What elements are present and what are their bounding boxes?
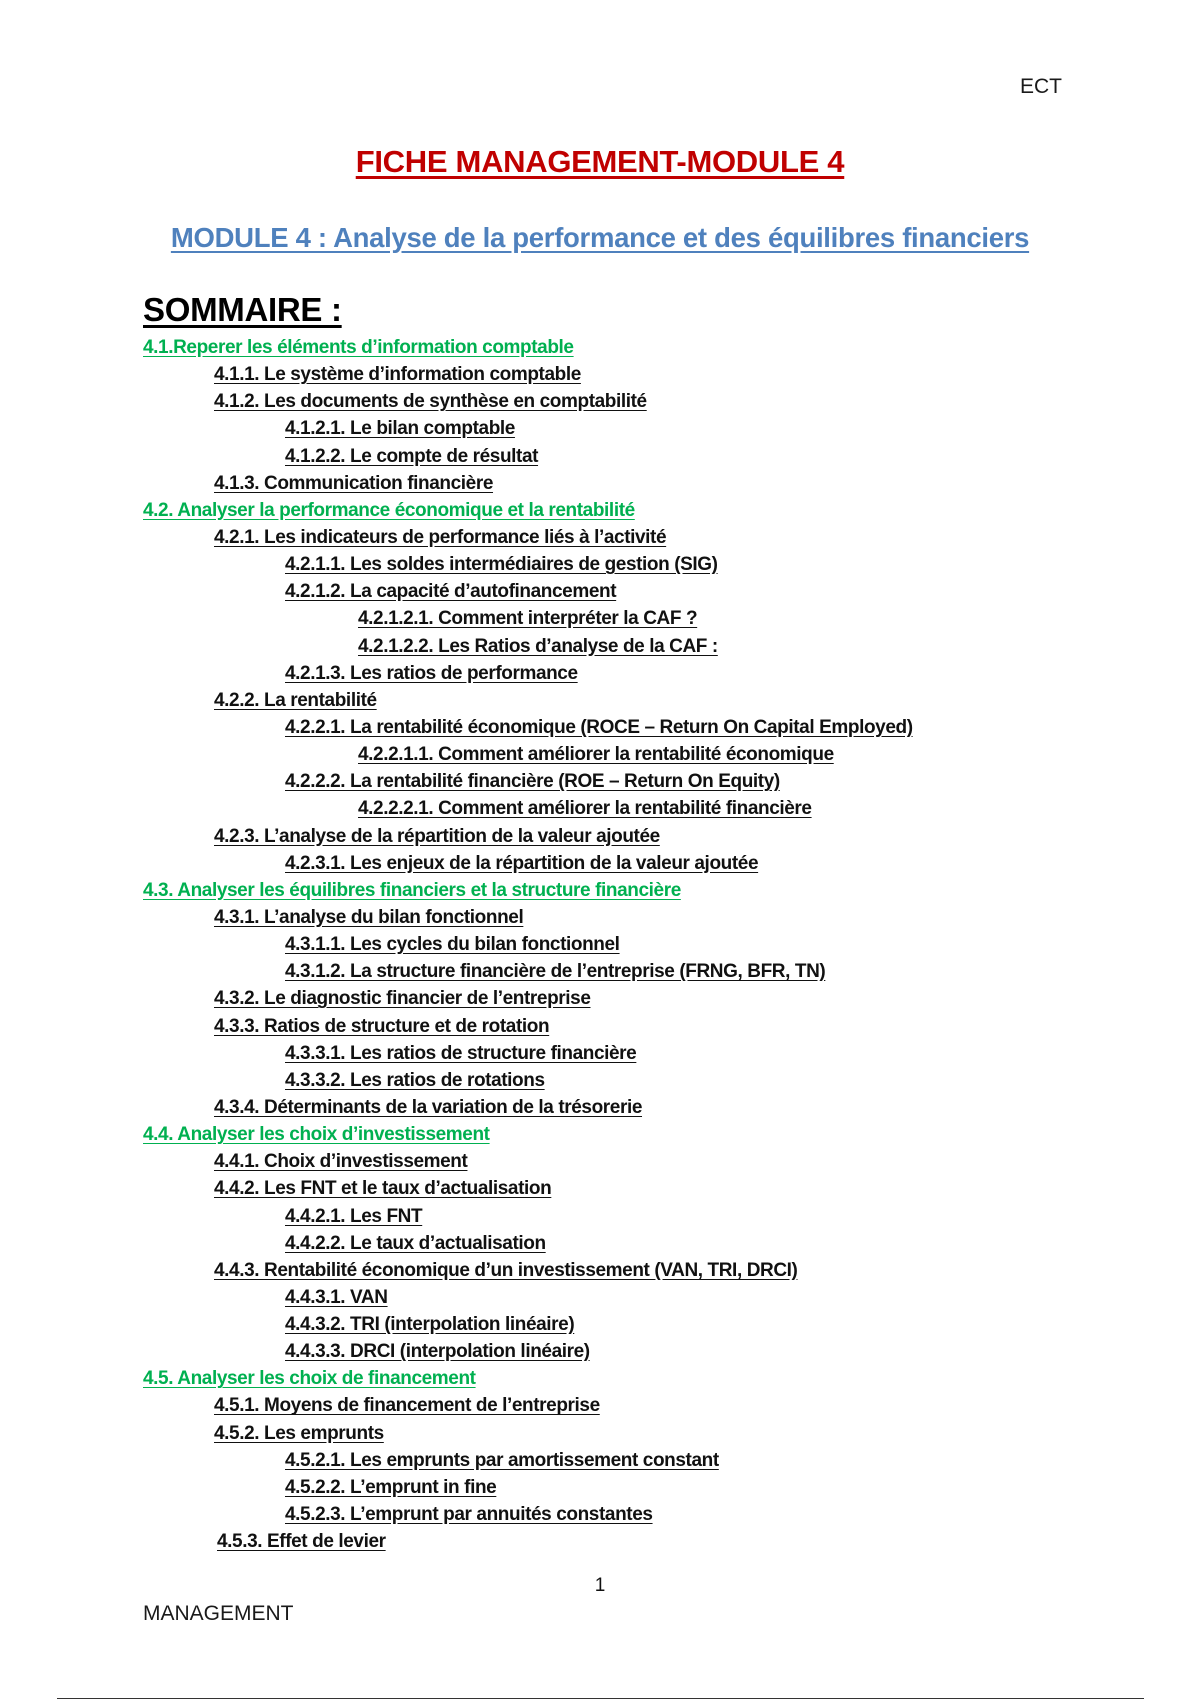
- toc-entry-level-3[interactable]: 4.5.2.3. L’emprunt par annuités constantes: [285, 1504, 653, 1526]
- toc-entry-level-2[interactable]: 4.1.1. Le système d’information comptable: [214, 364, 581, 386]
- toc-entry-level-4[interactable]: 4.2.1.2.2. Les Ratios d’analyse de la CAF :: [358, 635, 718, 657]
- toc-entry-level-2[interactable]: 4.5.3. Effet de levier: [217, 1531, 386, 1553]
- toc-entry-level-3[interactable]: 4.1.2.1. Le bilan comptable: [285, 418, 515, 440]
- toc-entry-level-2[interactable]: 4.3.4. Déterminants de la variation de la trésorerie: [214, 1096, 643, 1118]
- toc-entry-level-2[interactable]: 4.1.3. Communication financière: [214, 472, 494, 494]
- toc-entry-level-3[interactable]: 4.4.2.2. Le taux d’actualisation: [285, 1232, 546, 1254]
- toc-entry-level-1[interactable]: 4.5. Analyser les choix de financement: [143, 1368, 476, 1390]
- header-label: ECT: [1020, 75, 1062, 98]
- toc-entry-level-2[interactable]: 4.3.2. Le diagnostic financier de l’entreprise: [214, 988, 591, 1010]
- toc-entry-level-3[interactable]: 4.3.1.2. La structure financière de l’entreprise (FRNG, BFR, TN): [285, 961, 826, 983]
- toc-entry-level-2[interactable]: 4.4.1. Choix d’investissement: [214, 1151, 468, 1173]
- toc-entry-level-3[interactable]: 4.3.3.2. Les ratios de rotations: [285, 1069, 545, 1091]
- toc-entry-level-2[interactable]: 4.3.3. Ratios de structure et de rotation: [214, 1015, 550, 1037]
- footer-divider: [57, 1698, 1144, 1699]
- sommaire-heading: SOMMAIRE :: [143, 291, 342, 328]
- toc-entry-level-3[interactable]: 4.2.1.3. Les ratios de performance: [285, 662, 578, 684]
- page-title: FICHE MANAGEMENT-MODULE 4: [355, 144, 845, 179]
- toc-entry-level-3[interactable]: 4.4.2.1. Les FNT: [285, 1205, 423, 1227]
- toc-entry-level-2[interactable]: 4.4.3. Rentabilité économique d’un investissement (VAN, TRI, DRCI): [214, 1259, 798, 1281]
- toc-entry-level-2[interactable]: 4.5.2. Les emprunts: [214, 1422, 384, 1444]
- toc-entry-level-3[interactable]: 4.3.1.1. Les cycles du bilan fonctionnel: [285, 934, 620, 956]
- page-number: 1: [594, 1575, 606, 1596]
- toc-entry-level-2[interactable]: 4.2.2. La rentabilité: [214, 689, 377, 711]
- footer-label: MANAGEMENT: [143, 1602, 294, 1625]
- toc-entry-level-3[interactable]: 4.3.3.1. Les ratios de structure financière: [285, 1042, 637, 1064]
- toc-entry-level-1[interactable]: 4.2. Analyser la performance économique et la rentabilité: [143, 499, 635, 521]
- toc-entry-level-2[interactable]: 4.2.3. L’analyse de la répartition de la valeur ajoutée: [214, 825, 660, 847]
- toc-entry-level-2[interactable]: 4.3.1. L’analyse du bilan fonctionnel: [214, 906, 524, 928]
- toc-entry-level-1[interactable]: 4.3. Analyser les équilibres financiers et la structure financière: [143, 879, 681, 901]
- toc-entry-level-3[interactable]: 4.5.2.1. Les emprunts par amortissement constant: [285, 1449, 719, 1471]
- module-subtitle: MODULE 4 : Analyse de la performance et des équilibres financiers: [170, 222, 1030, 253]
- toc-entry-level-3[interactable]: 4.4.3.1. VAN: [285, 1286, 388, 1308]
- table-of-contents: [0, 334, 1200, 1555]
- toc-entry-level-2[interactable]: 4.4.2. Les FNT et le taux d’actualisation: [214, 1178, 552, 1200]
- toc-entry-level-3[interactable]: 4.5.2.2. L’emprunt in fine: [285, 1476, 497, 1498]
- toc-entry-level-3[interactable]: 4.2.1.2. La capacité d’autofinancement: [285, 581, 617, 603]
- toc-entry-level-2[interactable]: 4.2.1. Les indicateurs de performance liés à l’activité: [214, 526, 667, 548]
- toc-entry-level-3[interactable]: 4.2.2.1. La rentabilité économique (ROCE – Return On Capital Employed): [285, 716, 913, 738]
- toc-entry-level-1[interactable]: 4.1.Reperer les éléments d’information comptable: [143, 337, 574, 358]
- toc-entry-level-4[interactable]: 4.2.2.1.1. Comment améliorer la rentabilité économique: [358, 744, 834, 766]
- toc-entry-level-3[interactable]: 4.2.1.1. Les soldes intermédiaires de gestion (SIG): [285, 554, 718, 576]
- toc-entry-level-3[interactable]: 4.4.3.3. DRCI (interpolation linéaire): [285, 1341, 590, 1363]
- toc-entry-level-3[interactable]: 4.2.3.1. Les enjeux de la répartition de la valeur ajoutée: [285, 852, 759, 874]
- toc-entry-level-4[interactable]: 4.2.1.2.1. Comment interpréter la CAF ?: [358, 608, 698, 630]
- toc-entry-level-3[interactable]: 4.1.2.2. Le compte de résultat: [285, 445, 539, 467]
- toc-entry-level-2[interactable]: 4.1.2. Les documents de synthèse en comptabilité: [214, 391, 647, 413]
- toc-entry-level-1[interactable]: 4.4. Analyser les choix d’investissement: [143, 1124, 490, 1146]
- toc-entry-level-2[interactable]: 4.5.1. Moyens de financement de l’entreprise: [214, 1395, 600, 1417]
- toc-entry-level-4[interactable]: 4.2.2.2.1. Comment améliorer la rentabilité financière: [358, 798, 812, 820]
- toc-entry-level-3[interactable]: 4.2.2.2. La rentabilité financière (ROE – Return On Equity): [285, 771, 780, 793]
- toc-entry-level-3[interactable]: 4.4.3.2. TRI (interpolation linéaire): [285, 1314, 575, 1336]
